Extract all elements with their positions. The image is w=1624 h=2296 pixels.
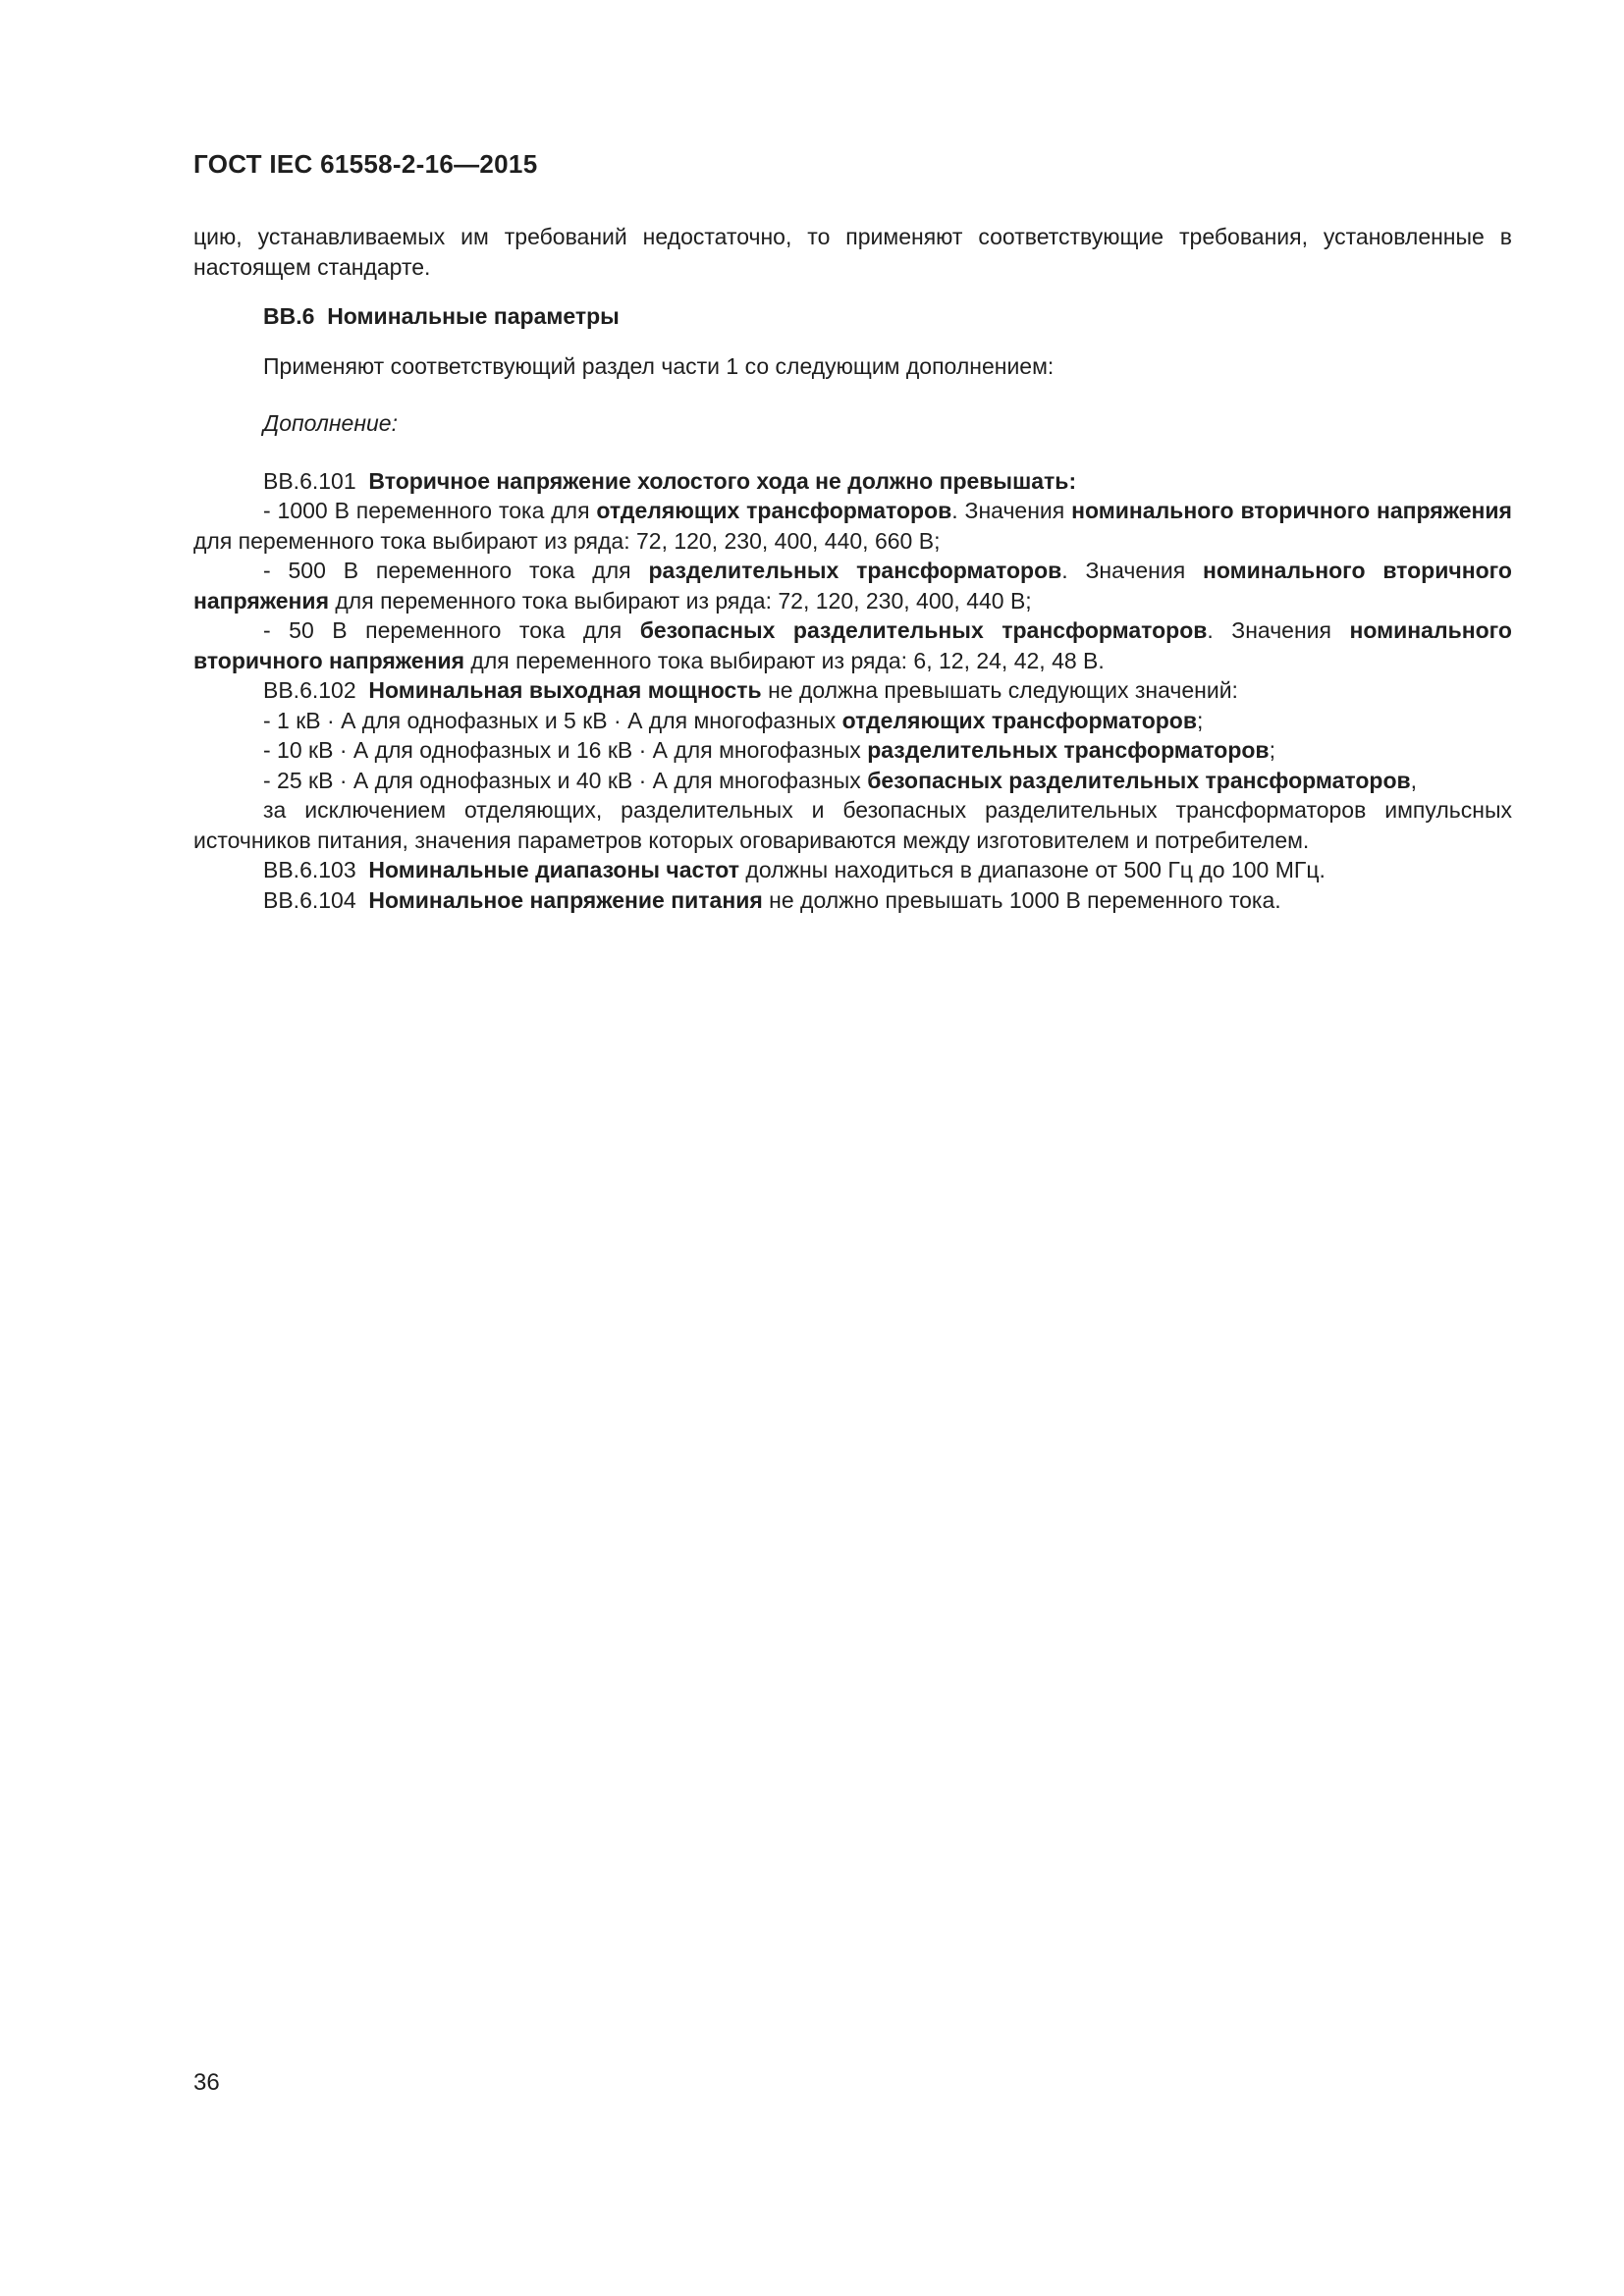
item-text: ;: [1197, 707, 1204, 733]
item-term: разделительных трансформаторов: [867, 737, 1270, 763]
clause-text: не должна превышать следующих значений:: [761, 677, 1238, 703]
intro-paragraph: Применяют соответствующий раздел части 1 со следующим дополнением:: [263, 352, 1055, 379]
item-text: для переменного тока выбирают из ряда: 6, 12, 24, 42, 48 В.: [464, 647, 1105, 673]
clause-number: ВВ.6.102: [263, 677, 356, 703]
item-term: номинального вторичного напряжения: [1071, 498, 1512, 523]
section-heading: [193, 301, 1512, 332]
clause-number: ВВ.6.101: [263, 467, 356, 494]
item-text: - 25 кВ · А для однофазных и 40 кВ · А для многофазных: [263, 767, 868, 793]
clause-104: [193, 885, 1512, 916]
item-text: для переменного тока выбирают из ряда: 72, 120, 230, 400, 440 В;: [329, 587, 1032, 614]
clause-number: ВВ.6.104: [263, 886, 356, 913]
item-term: безопасных разделительных трансформаторов: [867, 767, 1411, 793]
item-text: - 10 кВ · А для однофазных и 16 кВ · А для многофазных: [263, 737, 868, 763]
item-text: для переменного тока выбирают из ряда: 72, 120, 230, 400, 440, 660 В;: [193, 527, 941, 554]
item-text: - 1000 В переменного тока для: [263, 498, 597, 523]
item-text: . Значения: [951, 498, 1072, 523]
clause-text: не должно превышать 1000 В переменного тока.: [762, 886, 1281, 913]
item-text: . Значения: [1207, 617, 1350, 643]
supplement-label: Дополнение:: [263, 410, 398, 436]
item-term: номинального вторичного напряжения: [193, 558, 1512, 614]
clause-text: должны находиться в диапазоне от 500 Гц до 100 МГц.: [739, 857, 1326, 882]
item-term: отделяющих трансформаторов: [841, 707, 1197, 733]
item-term: разделительных трансформаторов: [648, 558, 1062, 583]
section-title: Номинальные параметры: [327, 303, 620, 329]
clause-102-item-1: [193, 706, 1512, 736]
item-term: безопасных разделительных трансформаторов: [639, 617, 1208, 643]
document-header: ГОСТ IEC 61558-2-16—2015: [193, 149, 538, 179]
item-text: - 50 В переменного тока для: [263, 617, 640, 643]
item-term: номинального вторичного напряжения: [193, 617, 1512, 673]
clause-102: [193, 675, 1512, 706]
clause-102-item-2: [193, 735, 1512, 766]
clause-heading: Номинальное напряжение питания: [368, 886, 763, 913]
clause-101-item-3: [193, 615, 1512, 675]
item-term: отделяющих трансформаторов: [596, 498, 952, 523]
clause-102-tail: за исключением отделяющих, разделительных и безопасных разделительных трансформаторов импульсных источников питания, значения параметров которых оговариваются между изготовителем и потребителем.: [193, 797, 1512, 853]
section-number: ВВ.6: [263, 303, 315, 329]
clause-101: [193, 466, 1512, 497]
clause-heading: Номинальные диапазоны частот: [368, 857, 740, 882]
clause-number: ВВ.6.103: [263, 857, 356, 882]
item-text: ,: [1410, 767, 1418, 793]
clause-heading: Номинальная выходная мощность: [368, 677, 762, 703]
clause-102-item-3: [193, 766, 1512, 796]
document-body: [193, 222, 1512, 915]
item-text: - 1 кВ · А для однофазных и 5 кВ · А для многофазных: [263, 707, 842, 733]
clause-101-item-2: [193, 556, 1512, 615]
clause-heading: Вторичное напряжение холостого хода не должно превышать:: [368, 467, 1077, 494]
item-text: . Значения: [1061, 558, 1203, 583]
clause-103: [193, 855, 1512, 885]
item-text: ;: [1269, 737, 1275, 763]
page-number: 36: [193, 2069, 220, 2096]
item-text: - 500 В переменного тока для: [263, 558, 649, 583]
continuation-paragraph: цию, устанавливаемых им требований недостаточно, то применяют соответствующие требования, установленные в настоящем стандарте.: [193, 224, 1512, 280]
clause-101-item-1: [193, 496, 1512, 556]
